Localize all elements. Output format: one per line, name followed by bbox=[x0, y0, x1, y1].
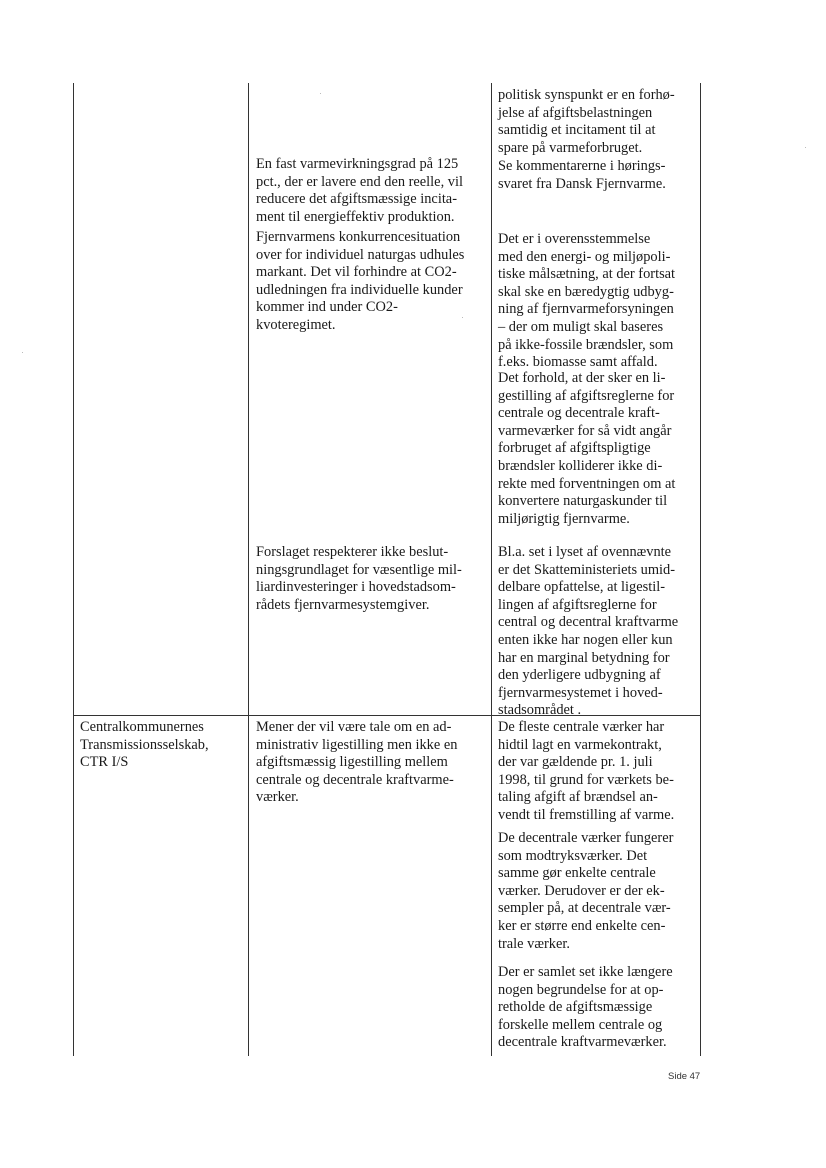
row1-statement-3: Fjernvarmens konkurrencesituation over for individuel naturgas udhules markant. Det vil forhindre at CO2- udledningen fra individuelle kunder kommer ind under CO2- kvoteregimet. bbox=[256, 229, 465, 333]
scan-speck bbox=[805, 147, 806, 148]
row2-statement-1: Mener der vil være tale om en ad- ministrativ ligestilling men ikke en afgiftsmæssig ligestilling mellem centrale og decentrale kraftvarme- værker. bbox=[256, 719, 458, 806]
scan-speck bbox=[22, 352, 23, 353]
row1-comment-4: Det forhold, at der sker en li- gestilling af afgiftsreglerne for centrale og decentrale kraft- varmeværker for så vidt angår forbruget af afgiftspligtige brændsler kolliderer ikke di- rekte med forventningen om at konvertere naturgaskunder til miljørigtig fjernvarme. bbox=[498, 370, 676, 527]
row1-statement-2: En fast varmevirkningsgrad på 125 pct., der er lavere end den reelle, vil reducere det afgiftsmæssige incita- ment til energieffektiv produktion. bbox=[256, 156, 463, 225]
scan-speck bbox=[320, 93, 321, 94]
row1-comment-2: Se kommentarerne i hørings- svaret fra Dansk Fjernvarme. bbox=[498, 158, 666, 192]
row2-comment-2: De decentrale værker fungerer som modtryksværker. Det samme gør enkelte centrale værker. Derudover er der ek- sempler på, at decentrale vær- ker er større end enkelte cen- trale værker. bbox=[498, 830, 674, 952]
page-number: Side 47 bbox=[668, 1071, 701, 1082]
column-divider-1 bbox=[248, 83, 249, 1056]
scan-speck bbox=[462, 317, 463, 318]
row2-comment-1: De fleste centrale værker har hidtil lagt en varmekontrakt, der var gældende pr. 1. juli 1998, til grund for værkets be- taling afgift af brændsel an- vendt til fremstilling af varme. bbox=[498, 719, 675, 823]
row2-party-cell: Centralkommunernes Transmissionsselskab, CTR I/S bbox=[80, 719, 209, 771]
row1-comment-3: Det er i overensstemmelse med den energi- og miljøpoli- tiske målsætning, at der fortsat skal ske en bæredygtig udbyg- ning af fjernvarmeforsyningen – der om muligt skal baseres på ikke-fossile brændsler, som f.eks. biomasse samt affald. bbox=[498, 231, 676, 371]
row1-statement-4: Forslaget respekterer ikke beslut- ningsgrundlaget for væsentlige mil- liardinvesteringer i hovedstadsom- rådets fjernvarmesystemgiver. bbox=[256, 544, 462, 613]
table-border-left bbox=[73, 83, 74, 1056]
row2-comment-3: Der er samlet set ikke længere nogen begrundelse for at op- retholde de afgiftsmæssige forskelle mellem centrale og decentrale kraftvarmeværker. bbox=[498, 964, 673, 1051]
row1-comment-5: Bl.a. set i lyset af ovennævnte er det Skatteministeriets umid- delbare opfattelse, at ligestil- lingen af afgiftsreglerne for central og decentral kraftvarme enten ikke har nogen eller kun har en marginal betydning for den yderligere udbygning af fjernvarmesystemet i hoved- stadsområdet . bbox=[498, 544, 679, 719]
table-border-right bbox=[700, 83, 701, 1056]
column-divider-2 bbox=[491, 83, 492, 1056]
row1-comment-1: politisk synspunkt er en forhø- jelse af afgiftsbelastningen samtidig et incitament til at spare på varmeforbruget. bbox=[498, 87, 675, 156]
